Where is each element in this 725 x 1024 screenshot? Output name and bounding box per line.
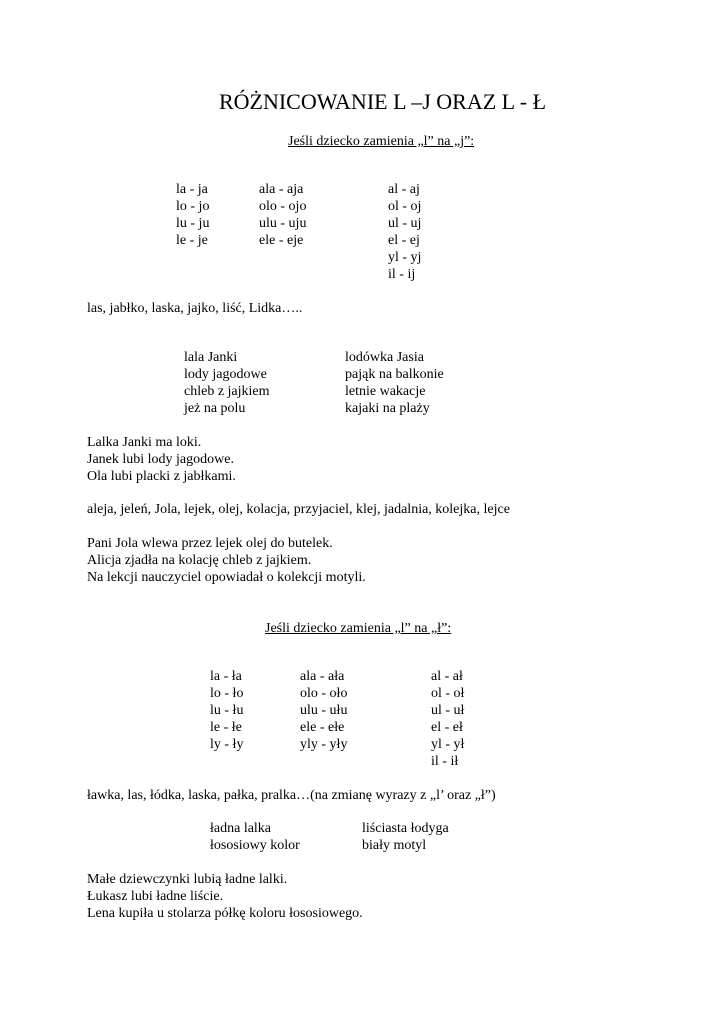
sentence: Lalka Janki ma loki.	[87, 435, 202, 450]
sentence: Lena kupiła u stolarza półkę koloru łososiowego.	[87, 906, 363, 921]
section2-sentences	[87, 871, 363, 922]
section1-syllables-col3	[388, 181, 421, 283]
syllable-pair: ol - oł	[431, 686, 465, 701]
section2-syllables-col2	[300, 668, 347, 753]
syllable-pair: ele - eje	[259, 233, 304, 248]
phrase: letnie wakacje	[345, 384, 426, 399]
syllable-pair: al - ał	[431, 669, 463, 684]
syllable-pair: le - łe	[210, 720, 242, 735]
phrase: lala Janki	[184, 350, 238, 365]
sentence: Pani Jola wlewa przez lejek olej do butelek.	[87, 536, 333, 551]
syllable-pair: ala - ała	[300, 669, 345, 684]
phrase: lodówka Jasia	[345, 350, 424, 365]
section2-syllables-col3	[431, 668, 464, 770]
syllable-pair: la - ła	[210, 669, 242, 684]
section2-phrases-right	[362, 820, 449, 854]
syllable-pair: lo - ło	[210, 686, 244, 701]
syllable-pair: olo - oło	[300, 686, 348, 701]
sentence: Łukasz lubi ładne liście.	[87, 889, 224, 904]
phrase: łososiowy kolor	[210, 838, 300, 853]
section1-phrases-left	[184, 349, 270, 417]
page-title: RÓŻNICOWANIE L –J ORAZ L - Ł	[218, 89, 547, 114]
section1-words: las, jabłko, laska, jajko, liść, Lidka…..	[87, 301, 303, 316]
phrase: lody jagodowe	[184, 367, 267, 382]
syllable-pair: la - ja	[176, 182, 208, 197]
section1-sentences1	[87, 434, 236, 485]
section1-sentences2	[87, 535, 366, 586]
section1-syllables-col2	[259, 181, 306, 249]
syllable-pair: lo - jo	[176, 199, 210, 214]
phrase: kajaki na plaży	[345, 401, 430, 416]
sentence: Na lekcji nauczyciel opowiadał o kolekcji motyli.	[87, 570, 366, 585]
syllable-pair: ly - ły	[210, 737, 244, 752]
phrase: ładna lalka	[210, 821, 272, 836]
syllable-pair: ulu - uju	[259, 216, 307, 231]
syllable-pair: olo - ojo	[259, 199, 307, 214]
syllable-pair: ol - oj	[388, 199, 422, 214]
section2-syllables-col1	[210, 668, 243, 753]
section1-syllables-col1	[176, 181, 209, 249]
section1-phrases-right	[345, 349, 444, 417]
syllable-pair: ul - uł	[431, 703, 465, 718]
syllable-pair: le - je	[176, 233, 208, 248]
syllable-pair: lu - łu	[210, 703, 244, 718]
section1-heading: Jeśli dziecko zamienia „l” na „j”:	[288, 134, 475, 149]
sentence: Janek lubi lody jagodowe.	[87, 452, 234, 467]
syllable-pair: ul - uj	[388, 216, 422, 231]
sentence: Ola lubi placki z jabłkami.	[87, 469, 236, 484]
syllable-pair: lu - ju	[176, 216, 210, 231]
syllable-pair: el - eł	[431, 720, 463, 735]
phrase: pająk na balkonie	[345, 367, 444, 382]
syllable-pair: al - aj	[388, 182, 420, 197]
sentence: Małe dziewczynki lubią ładne lalki.	[87, 872, 288, 887]
syllable-pair: il - ił	[431, 754, 459, 769]
phrase: jeż na polu	[184, 401, 246, 416]
syllable-pair: yly - yły	[300, 737, 348, 752]
section2-heading: Jeśli dziecko zamienia „l” na „ł”:	[265, 621, 452, 636]
phrase: biały motyl	[362, 838, 427, 853]
syllable-pair: el - ej	[388, 233, 420, 248]
syllable-pair: ulu - ułu	[300, 703, 348, 718]
sentence: Alicja zjadła na kolację chleb z jajkiem.	[87, 553, 312, 568]
syllable-pair: yl - yj	[388, 250, 422, 265]
section2-phrases-left	[210, 820, 300, 854]
section1-words2: aleja, jeleń, Jola, lejek, olej, kolacja, przyjaciel, klej, jadalnia, kolejka, lejce	[87, 502, 510, 517]
phrase: chleb z jajkiem	[184, 384, 270, 399]
syllable-pair: yl - ył	[431, 737, 465, 752]
syllable-pair: ele - ełe	[300, 720, 345, 735]
section2-words: ławka, las, łódka, laska, pałka, pralka…(na zmianę wyrazy z „l’ oraz „ł”)	[87, 788, 496, 803]
syllable-pair: ala - aja	[259, 182, 304, 197]
syllable-pair: il - ij	[388, 267, 416, 282]
phrase: liściasta łodyga	[362, 821, 449, 836]
